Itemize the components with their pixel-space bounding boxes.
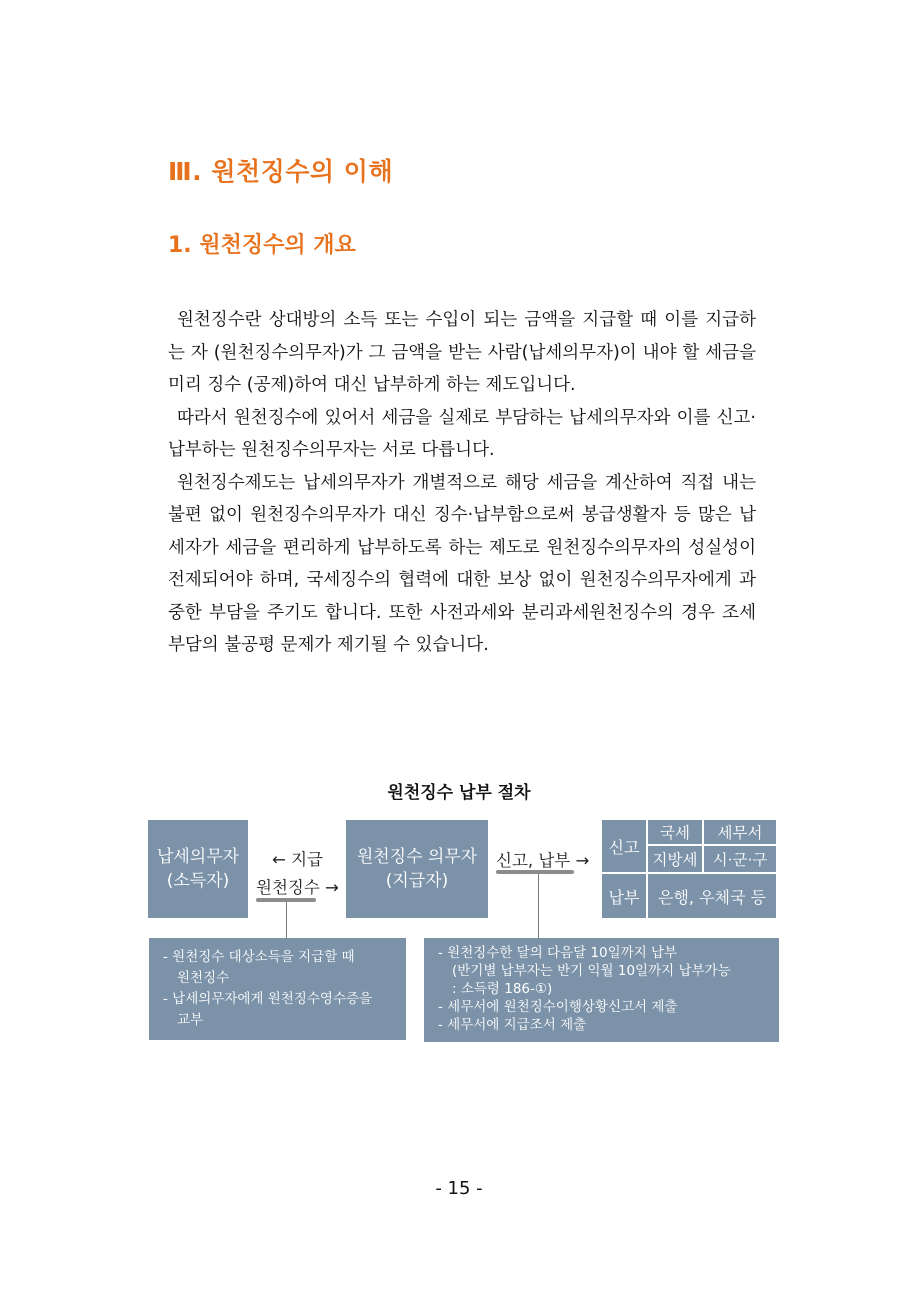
paragraph: 원천징수제도는 납세의무자가 개별적으로 해당 세금을 계산하여 직접 내는 불편 없이 원천징수의무자가 대신 징수·납부함으로써 봉급생활자 등 많은 납세자가 세금을 편리하게 납부하도록 하는 제도로 원천징수의무자의 성실성이 전제되어야 하며, 국세징수의 협력에 대한 보상 없이 원천징수의무자에게 과중한 부담을 주기도 합니다. 또한 사전과세와 분리과세원천징수의 경우 조세부담의 불공평 문제가 제기될 수 있습니다.: [168, 472, 756, 655]
note-line: 원천징수: [177, 970, 230, 986]
paragraph: 따라서 원천징수에 있어서 세금을 실제로 부담하는 납세의무자와 이를 신고·납부하는 원천징수의무자는 서로 다릅니다.: [168, 407, 756, 460]
taxpayer-role: (소득자): [166, 871, 230, 891]
paragraph: 원천징수란 상대방의 소득 또는 수입이 되는 금액을 지급할 때 이를 지급하는 자 (원천징수의무자)가 그 금액을 받는 사람(납세의무자)이 내야 할 세금을 미리 징수 (공제)하여 대신 납부하게 하는 제도입니다.: [168, 310, 756, 395]
local-tax-cell: 지방세: [648, 846, 702, 872]
pay-arrow-label: ← 지급: [272, 850, 323, 869]
report-arrow-label: 신고, 납부 →: [496, 851, 590, 870]
note-line: - 세무서에 원천징수이행상황신고서 제출: [438, 999, 678, 1015]
banks-cell: 은행, 우체국 등: [648, 874, 776, 918]
withhold-arrow-label: 원천징수 →: [256, 878, 339, 897]
taxpayer-name: 납세의무자: [156, 847, 240, 867]
report-cell: 신고: [602, 820, 646, 872]
withhold-connector: [286, 902, 287, 938]
note-line: - 납세의무자에게 원천징수영수증을: [163, 991, 373, 1007]
note-line: : 소득령 186-①): [452, 981, 553, 997]
payment-cell: 납부: [602, 874, 646, 918]
note-line: - 세무서에 지급조서 제출: [438, 1017, 587, 1033]
withholder-name: 원천징수 의무자: [356, 847, 478, 867]
body-text: [168, 304, 756, 662]
note-line: (반기별 납부자는 반기 익월 10일까지 납부가능: [452, 963, 731, 979]
withholding-note: [149, 938, 406, 1040]
note-line: 교부: [177, 1012, 204, 1028]
withholder-role: (지급자): [385, 871, 449, 891]
taxpayer-box: [148, 820, 248, 918]
note-line: - 원천징수한 달의 다음달 10일까지 납부: [438, 945, 678, 961]
note-line: - 원천징수 대상소득을 지급할 때: [163, 949, 355, 965]
municipality-cell: 시·군·구: [704, 846, 776, 872]
national-tax-cell: 국세: [648, 820, 702, 844]
report-connector: [538, 874, 539, 938]
payment-note: [424, 938, 779, 1042]
chapter-title: Ⅲ. 원천징수의 이해: [168, 157, 394, 186]
page-number: - 15 -: [435, 1178, 483, 1199]
report-underline: [496, 870, 574, 874]
withholder-box: [346, 820, 488, 918]
diagram-title: 원천징수 납부 절차: [387, 783, 531, 803]
section-title: 1. 원천징수의 개요: [168, 233, 356, 258]
tax-office-cell: 세무서: [704, 820, 776, 844]
